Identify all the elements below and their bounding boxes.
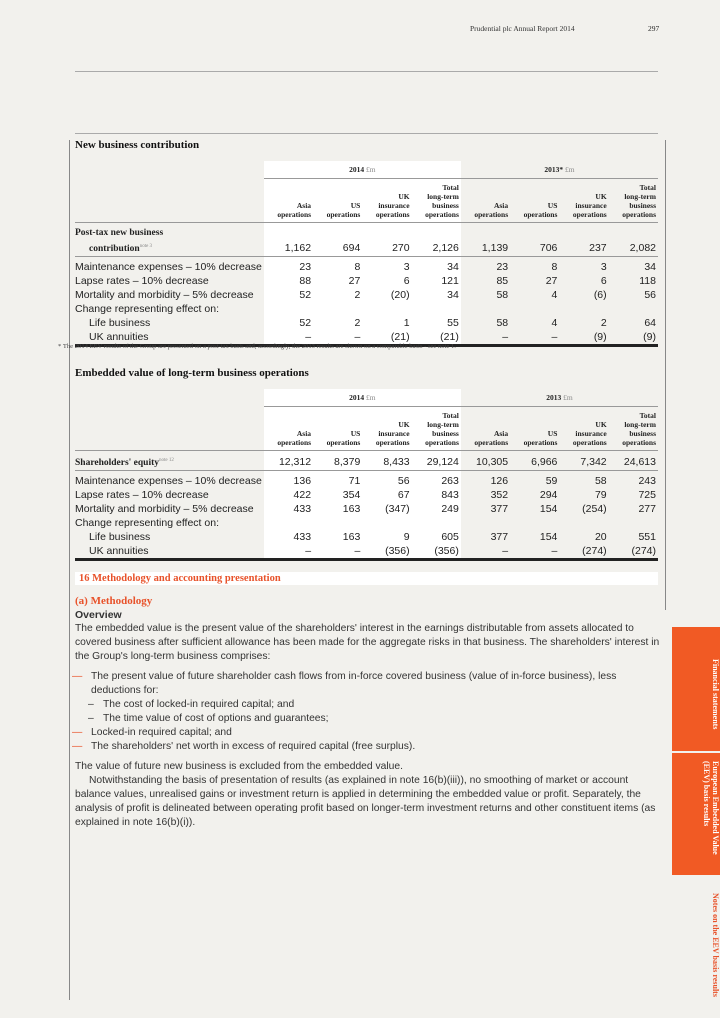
cell: 237 bbox=[589, 242, 607, 255]
cell: 433 bbox=[264, 502, 313, 516]
cell: 605 bbox=[412, 530, 461, 544]
paragraph: Notwithstanding the basis of presentation of results (as explained in note 16(b)(iii)), no smoothing of market or account balance values, unrealised gains or investment return is applied in determining the embedded value or profit. Separately, the analysis of profit is delineated between operating profit based on longer-term investment returns and other constituent items (as explained in note 16(b)(i)). bbox=[75, 775, 656, 828]
cell: (6) bbox=[593, 289, 607, 302]
column-header: US operations bbox=[523, 201, 558, 219]
cell: 270 bbox=[362, 240, 411, 257]
cell: 277 bbox=[638, 503, 656, 516]
divider bbox=[75, 133, 658, 134]
cell: 8,433 bbox=[362, 451, 411, 471]
cell: 4 bbox=[551, 289, 558, 302]
cell: 3 bbox=[362, 257, 411, 275]
row-label: Shareholders' equity$^{note 12}$ bbox=[75, 451, 264, 471]
column-header: Total long-term business operations bbox=[412, 179, 461, 223]
column-header: US operations bbox=[313, 407, 362, 451]
cell bbox=[510, 516, 559, 530]
cell: 694 bbox=[313, 240, 362, 257]
cell: 163 bbox=[313, 502, 362, 516]
column-header: Total long-term business operations bbox=[622, 411, 656, 447]
paragraph: The embedded value is the present value of the shareholders' interest in the earnings distributable from assets allocated to covered business after sufficient allowance has been made for the aggregate risks in that business. The shareholders' interest in the Group's long-term business comprises: bbox=[75, 623, 660, 662]
new-business-contribution-table bbox=[75, 161, 658, 347]
cell: 6 bbox=[600, 275, 607, 288]
cell: 24,613 bbox=[609, 451, 658, 471]
row-label: Change representing effect on: bbox=[75, 303, 219, 316]
cell bbox=[313, 302, 362, 316]
cell: 23 bbox=[264, 257, 313, 275]
row-label: Lapse rates – 10% decrease bbox=[75, 489, 209, 502]
table-row bbox=[75, 240, 658, 257]
group-header-2013: 2013* £m bbox=[461, 161, 658, 179]
embedded-value-table bbox=[75, 389, 658, 561]
cell: 843 bbox=[412, 488, 461, 502]
column-header: UK insurance operations bbox=[572, 420, 607, 447]
cell bbox=[412, 302, 461, 316]
side-tab-financial-statements[interactable]: Financial statements bbox=[672, 627, 720, 751]
cell: 2,082 bbox=[629, 242, 656, 255]
cell bbox=[461, 302, 510, 316]
cell: 85 bbox=[496, 275, 509, 288]
cell: 249 bbox=[412, 502, 461, 516]
row-label: Life business bbox=[89, 317, 151, 330]
cell: 551 bbox=[638, 531, 656, 544]
cell bbox=[461, 516, 510, 530]
column-header: UK insurance operations bbox=[362, 179, 411, 223]
cell: (356) bbox=[362, 544, 411, 560]
cell: 154 bbox=[539, 503, 558, 516]
cell: (347) bbox=[362, 502, 411, 516]
cell: 706 bbox=[539, 242, 558, 255]
row-label: UK annuities bbox=[75, 544, 264, 560]
divider bbox=[75, 71, 658, 72]
cell: 433 bbox=[264, 530, 313, 544]
side-tab-eev-results[interactable]: European Embedded Value (EEV) basis results bbox=[672, 753, 720, 875]
cell: 6,966 bbox=[510, 451, 559, 471]
cell: 52 bbox=[264, 316, 313, 330]
cell: – bbox=[510, 330, 559, 346]
cell: 354 bbox=[313, 488, 362, 502]
cell: 1 bbox=[362, 316, 411, 330]
cell: 1,139 bbox=[481, 242, 509, 255]
cell: – bbox=[264, 544, 313, 560]
table-row bbox=[75, 530, 658, 544]
table-row bbox=[75, 471, 658, 489]
row-label: Lapse rates – 10% decrease bbox=[75, 275, 209, 288]
cell bbox=[264, 302, 313, 316]
table-row bbox=[75, 316, 658, 330]
cell bbox=[510, 302, 559, 316]
cell: 58 bbox=[559, 471, 608, 489]
sub-bullet: – The cost of locked-in required capital; and bbox=[75, 698, 665, 712]
cell: (21) bbox=[412, 330, 461, 346]
cell bbox=[559, 302, 608, 316]
cell: 2 bbox=[600, 317, 607, 330]
left-rule bbox=[69, 140, 70, 1000]
table2-title: Embedded value of long-term business operations bbox=[75, 367, 309, 379]
group-header-2014: 2014 £m bbox=[264, 161, 461, 179]
cell bbox=[609, 302, 658, 316]
column-header: US operations bbox=[523, 429, 558, 447]
column-header: Asia operations bbox=[474, 201, 509, 219]
cell: 10,305 bbox=[461, 451, 510, 471]
cell: 8 bbox=[313, 257, 362, 275]
table-row bbox=[75, 257, 658, 275]
cell: 23 bbox=[461, 257, 510, 275]
cell: 64 bbox=[644, 317, 656, 330]
cell: – bbox=[510, 544, 559, 560]
row-label: Maintenance expenses – 10% decrease bbox=[75, 471, 264, 489]
cell: 27 bbox=[313, 274, 362, 288]
column-header: Asia operations bbox=[474, 429, 509, 447]
cell: 52 bbox=[264, 288, 313, 302]
column-header: Total long-term business operations bbox=[412, 407, 461, 451]
methodology-body bbox=[75, 594, 665, 830]
side-tab-notes-eev[interactable]: Notes on the EEV basis results bbox=[711, 893, 720, 997]
cell: 3 bbox=[559, 257, 608, 275]
cell: 163 bbox=[313, 530, 362, 544]
cell: – bbox=[461, 544, 510, 560]
footnote: * The 2014 EEV results of the Group are presented on a post-tax basis and, accordingly, the 2013 results are shown on a comparable basis - see note 1. bbox=[58, 343, 456, 350]
cell: – bbox=[313, 330, 362, 346]
cell: (274) bbox=[559, 544, 608, 560]
row-label: contribution$^{note 3}$ bbox=[89, 244, 153, 255]
column-header: US operations bbox=[313, 179, 362, 223]
cell: 34 bbox=[412, 257, 461, 275]
sub-bullet: – The time value of cost of options and guarantees; bbox=[75, 712, 665, 726]
cell: 136 bbox=[264, 471, 313, 489]
table1-title: New business contribution bbox=[75, 139, 200, 151]
column-header: Asia operations bbox=[264, 179, 313, 223]
row-label: Post-tax new business bbox=[75, 223, 264, 241]
cell bbox=[264, 516, 313, 530]
cell: (9) bbox=[609, 330, 658, 346]
cell: 7,342 bbox=[559, 451, 608, 471]
cell: 126 bbox=[461, 471, 510, 489]
table-row bbox=[75, 544, 658, 560]
table-row bbox=[75, 451, 658, 471]
cell: (274) bbox=[609, 544, 658, 560]
cell: 294 bbox=[539, 489, 558, 502]
cell: 55 bbox=[412, 316, 461, 330]
row-label: Change representing effect on: bbox=[75, 517, 219, 530]
cell: 2,126 bbox=[412, 240, 461, 257]
cell bbox=[609, 516, 658, 530]
bullet: — Locked-in required capital; and bbox=[75, 726, 665, 740]
table-row bbox=[75, 288, 658, 302]
cell: 56 bbox=[644, 289, 656, 302]
cell: 1,162 bbox=[264, 240, 313, 257]
cell: (21) bbox=[362, 330, 411, 346]
cell: 12,312 bbox=[264, 451, 313, 471]
cell: 154 bbox=[539, 531, 558, 544]
cell: 118 bbox=[639, 275, 656, 288]
cell: 377 bbox=[490, 503, 509, 516]
row-label: UK annuities bbox=[75, 330, 264, 346]
cell: 2 bbox=[313, 288, 362, 302]
cell: (254) bbox=[582, 503, 607, 516]
bullet: — The shareholders' net worth in excess of required capital (free surplus). bbox=[75, 740, 665, 754]
subsection-heading: (a) Methodology bbox=[75, 595, 153, 607]
cell bbox=[313, 516, 362, 530]
section-heading: 16 Methodology and accounting presentation bbox=[75, 572, 658, 585]
cell: 58 bbox=[496, 289, 509, 302]
cell: 67 bbox=[362, 488, 411, 502]
cell bbox=[559, 516, 608, 530]
cell: 377 bbox=[490, 531, 509, 544]
table-row bbox=[75, 488, 658, 502]
row-label: Mortality and morbidity – 5% decrease bbox=[75, 289, 254, 302]
right-rule bbox=[665, 140, 666, 610]
row-label: Life business bbox=[89, 531, 151, 544]
cell: 79 bbox=[594, 489, 607, 502]
cell: 352 bbox=[490, 489, 509, 502]
cell: 59 bbox=[510, 471, 559, 489]
cell: 243 bbox=[609, 471, 658, 489]
cell: 4 bbox=[551, 317, 558, 330]
table-row bbox=[75, 516, 658, 530]
cell: 71 bbox=[313, 471, 362, 489]
table-row bbox=[75, 302, 658, 316]
cell: 2 bbox=[313, 316, 362, 330]
cell: – bbox=[461, 330, 510, 346]
running-header: Prudential plc Annual Report 2014 bbox=[470, 24, 575, 33]
cell: 88 bbox=[264, 274, 313, 288]
cell: (20) bbox=[362, 288, 411, 302]
cell: 121 bbox=[412, 274, 461, 288]
cell: 6 bbox=[362, 274, 411, 288]
cell: 263 bbox=[412, 471, 461, 489]
cell: 56 bbox=[362, 471, 411, 489]
cell: 29,124 bbox=[412, 451, 461, 471]
group-header-2013: 2013 £m bbox=[461, 389, 658, 407]
cell: – bbox=[313, 544, 362, 560]
row-label: Maintenance expenses – 10% decrease bbox=[75, 257, 264, 275]
row-label: Mortality and morbidity – 5% decrease bbox=[75, 503, 254, 516]
paragraph: The value of future new business is excluded from the embedded value. bbox=[75, 761, 403, 772]
cell bbox=[362, 302, 411, 316]
cell: 422 bbox=[264, 488, 313, 502]
cell: 27 bbox=[545, 275, 558, 288]
table-row bbox=[75, 274, 658, 288]
cell: 58 bbox=[496, 317, 509, 330]
cell: 8,379 bbox=[313, 451, 362, 471]
cell: – bbox=[264, 330, 313, 346]
bullet: — The present value of future shareholder cash flows from in-force covered business (value of in-force business), less deductions for: bbox=[75, 670, 665, 698]
cell: 9 bbox=[362, 530, 411, 544]
cell: 34 bbox=[609, 257, 658, 275]
table-row bbox=[75, 502, 658, 516]
group-header-2014: 2014 £m bbox=[264, 389, 461, 407]
cell: 8 bbox=[510, 257, 559, 275]
cell bbox=[362, 516, 411, 530]
cell: (9) bbox=[559, 330, 608, 346]
overview-heading: Overview bbox=[75, 609, 122, 621]
column-header: Total long-term business operations bbox=[622, 183, 656, 219]
page-number: 297 bbox=[648, 24, 660, 33]
cell bbox=[412, 516, 461, 530]
cell: (356) bbox=[412, 544, 461, 560]
cell: 725 bbox=[638, 489, 656, 502]
column-header: Asia operations bbox=[264, 407, 313, 451]
column-header: UK insurance operations bbox=[362, 407, 411, 451]
cell: 20 bbox=[594, 531, 607, 544]
cell: 34 bbox=[412, 288, 461, 302]
column-header: UK insurance operations bbox=[572, 192, 607, 219]
